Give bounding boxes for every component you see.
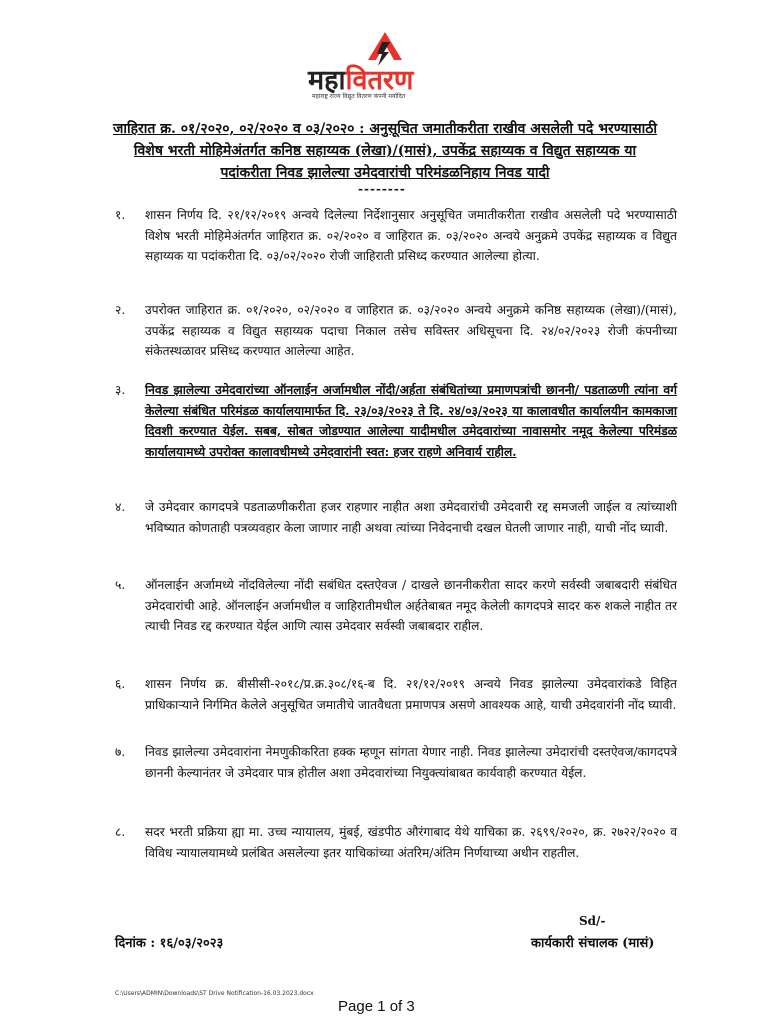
item-number: ५. [115,578,126,592]
item-number: ८. [115,825,126,839]
mahavitaran-logo [300,30,470,100]
page-number: Page 1 of 3 [338,998,415,1015]
logo-tagline: महाराष्ट्र राज्य विद्युत वितरण कंपनी मर्यादित [312,93,406,100]
document-heading: जाहिरात क्र. ०१/२०२०, ०२/२०२० व ०३/२०२० : अनुसूचित जमातीकरीता राखीव असलेली पदे भरण्यासाठी विशेष भरती मोहिमेअंतर्गत कनिष्ठ सहाय्यक (लेखा)/(मासं), उपकेंद्र सहाय्यक व विद्युत सहाय्यक या पदांकरीता निवड झालेल्या उमेदवारांची परिमंडळनिहाय निवड यादी [112,121,658,181]
item-text: जे उमेदवार कागदपत्रे पडताळणीकरीता हजर राहणार नाहीत अशा उमेदवारांची उमेदवारी रद्द समजली जाईल व त्यांच्याशी भविष्यात कोणताही पत्रव्यवहार केला जाणार नाही अथवा त्यांच्या निवेदनाची दखल घेतली जाणार नाही, याची नोंद घ्यावी. [145,500,677,535]
item-number: ७. [115,745,126,759]
item-text: शासन निर्णय दि. २१/१२/२०१९ अन्वये दिलेल्या निर्देशानुसार अनुसूचित जमातीकरीता राखीव असलेली पदे भरण्यासाठी विशेष भरती मोहिमेअंतर्गत जाहिरात क्र. ०२/२०२० व जाहिरात क्र. ०३/२०२० अन्वये अनुक्रमे उपकेंद्र सहाय्यक व विद्युत सहाय्यक या पदांकरीता दि. ०३/०२/२०२० रोजी जाहिराती प्रसिध्द करण्यात आलेल्या होत्या. [145,208,677,263]
document-date: दिनांक : १६/०३/२०२३ [115,936,224,951]
item-number: ६. [115,677,126,691]
item-number: ४. [115,500,126,514]
item-text: निवड झालेल्या उमेदवारांना नेमणुकीकरिता हक्क म्हणून सांगता येणार नाही. निवड झालेल्या उमेदारांची दस्तऐवज/कागदपत्रे छाननी केल्यानंतर जे उमेदवार पात्र होतील अशा उमेदवारांच्या नियुक्त्यांबाबत कार्यवाही करण्यात येईल. [145,745,677,780]
item-text: शासन निर्णय क्र. बीसीसी-२०१८/प्र.क्र.३०८/१६-ब दि. २१/१२/२०१९ अन्वये निवड झालेल्या उमेदवारांकडे विहित प्राधिकाऱ्याने निर्गमित केलेले अनुसूचित जमातीचे जातवैधता प्रमाणपत्र असणे आवश्यक आहे, याची उमेदवारांनी नोंद घ्यावी. [145,677,677,712]
item-number: ३. [115,383,126,397]
item-number: २. [115,303,126,317]
item-text: ऑनलाईन अर्जामध्ये नोंदविलेल्या नोंदी सबंधित दस्तऐवज / दाखले छाननीकरीता सादर करणे सर्वस्वी जबाबदारी संबंधित उमेदवारांची आहे. ऑनलाईन अर्जामधील व जाहिरातीमधील अर्हतेबाबत नमूद केलेली कागदपत्रे सादर करु शकले नाहीत तर त्याची निवड रद्द करण्यात येईल आणि त्यास उमेदवार सर्वस्वी जबाबदार राहील. [145,578,677,633]
heading-divider: -------- [358,182,406,196]
logo-wordmark: महावितरण [308,65,414,96]
item-number: १. [115,208,126,222]
signature-sd: Sd/- [579,914,606,928]
item-text: निवड झालेल्या उमेदवारांच्या ऑनलाईन अर्जामधील नोंदी/अर्हता संबंधितांच्या प्रमाणपत्रांची छाननी/ पडताळणी त्यांना वर्ग केलेल्या संबंधित परिमंडळ कार्यालयामार्फत दि. २३/०३/२०२३ ते दि. २४/०३/२०२३ या कालावधीत कार्यालयीन कामकाजा दिवशी करण्यात येईल. सबब, सोबत जोडण्यात आलेल्या यादीमधील उमेदवारांच्या नावासमोर नमूद केलेल्या परिमंडळ कार्यालयामध्ये उपरोक्त कालावधीमध्ये उमेदवारांनी स्वत: हजर राहणे अनिवार्य राहील. [145,383,677,459]
file-path: C:\Users\ADMIN\Downloads\ST Drive Notification-16.03.2023.docx [115,990,314,997]
item-text: सदर भरती प्रक्रिया ह्या मा. उच्च न्यायालय, मुंबई, खंडपीठ औरंगाबाद येथे याचिका क्र. २६९९/२०२०, क्र. २७२२/२०२० व विविध न्यायालयामध्ये प्रलंबित असलेल्या इतर याचिकांच्या अंतरिम/अंतिम निर्णयाच्या अधीन राहतील. [145,825,677,860]
item-text: उपरोक्त जाहिरात क्र. ०१/२०२०, ०२/२०२० व जाहिरात क्र. ०३/२०२० अन्वये अनुक्रमे कनिष्ठ सहाय्यक (लेखा)/(मासं), उपकेंद्र सहाय्यक व विद्युत सहाय्यक पदाचा निकाल तसेच सविस्तर अधिसूचना दि. २४/०२/२०२३ रोजी कंपनीच्या संकेतस्थळावर प्रसिध्द करण्यात आलेल्या आहेत. [145,303,677,358]
signatory-designation: कार्यकारी संचालक (मासं) [531,936,655,951]
